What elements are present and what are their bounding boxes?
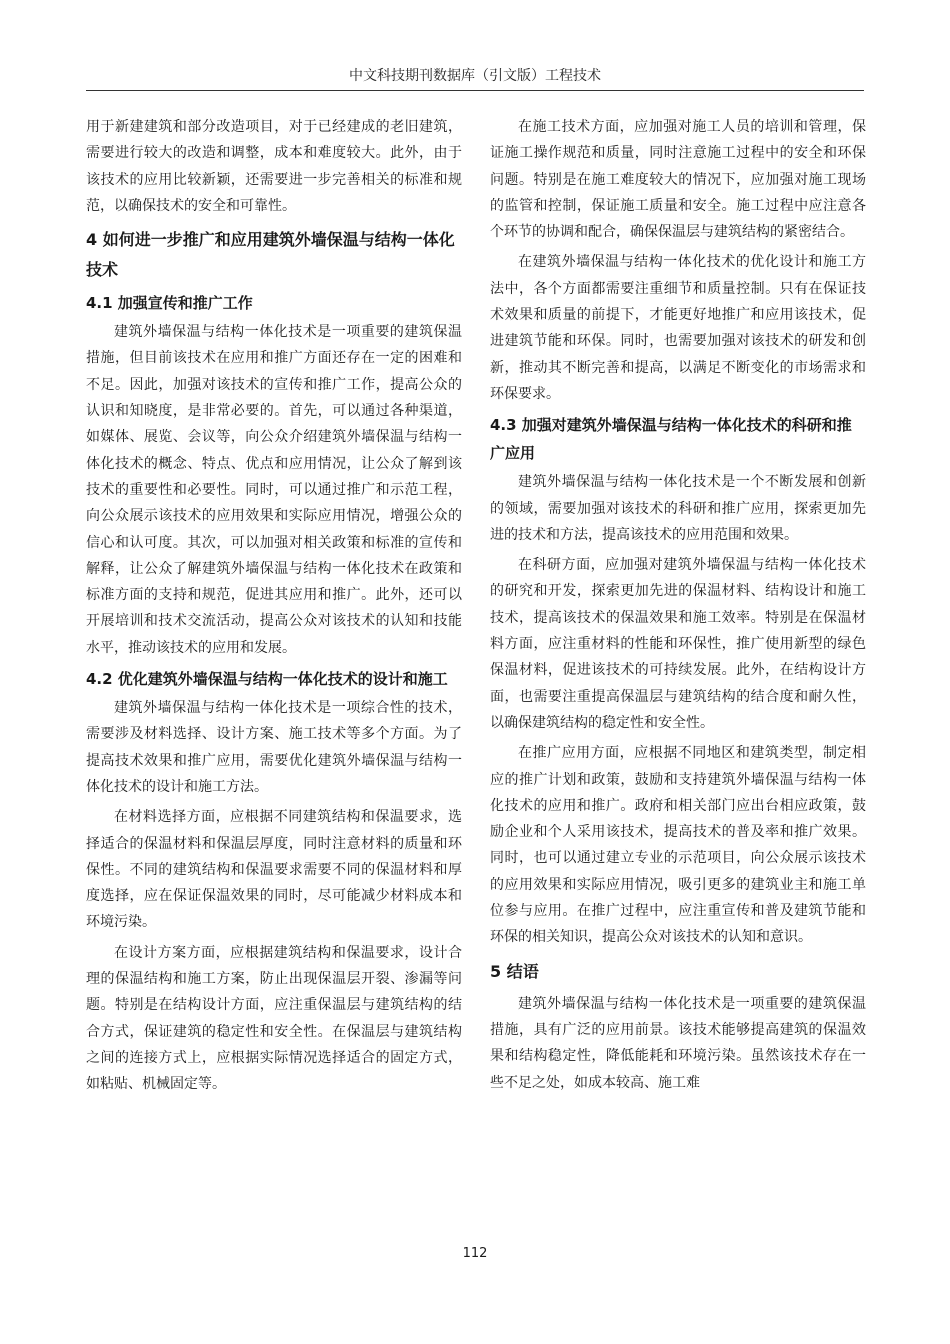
section-4-heading: 4 如何进一步推广和应用建筑外墙保温与结构一体化技术: [86, 230, 455, 280]
paragraph-optimization: 在建筑外墙保温与结构一体化技术的优化设计和施工方法中，各个方面都需要注重细节和质量控制。只有在保证技术效果和质量的前提下，才能更好地推广和应用该技术，促进建筑节能和环保。同时，也需要加强对该技术的研发和创新，推动其不断完善和提高，以满足不断变化的市场需求和环保要求。: [490, 254, 866, 402]
paragraph-continued: 用于新建建筑和部分改造项目，对于已经建成的老旧建筑，需要进行较大的改造和调整，成本和难度较大。此外，由于该技术的应用比较新颖，还需要进一步完善相关的标准和规范，以确保技术的安全和可靠性。: [86, 119, 462, 214]
paragraph-4-3-a: 建筑外墙保温与结构一体化技术是一个不断发展和创新的领域，需要加强对该技术的科研和推广应用，探索更加先进的技术和方法，提高该技术的应用范围和效果。: [490, 474, 866, 543]
subsection-4-2-heading: 4.2 优化建筑外墙保温与结构一体化技术的设计和施工: [86, 670, 448, 689]
paragraph-conclusion: 建筑外墙保温与结构一体化技术是一项重要的建筑保温措施，具有广泛的应用前景。该技术能够提高建筑的保温效果和结构稳定性，降低能耗和环境污染。虽然该技术存在一些不足之处，如成本较高、施工难: [490, 995, 866, 1091]
paragraph-4-2-b: 在材料选择方面，应根据不同建筑结构和保温要求，选择适合的保温材料和保温层厚度，同时注意材料的质量和环保性。不同的建筑结构和保温要求需要不同的保温材料和厚度选择，应在保证保温效果的同时，尽可能减少材料成本和环境污染。: [86, 809, 462, 931]
paragraph-construction: 在施工技术方面，应加强对施工人员的培训和管理，保证施工操作规范和质量，同时注意施工过程中的安全和环保问题。特别是在施工难度较大的情况下，应加强对施工现场的监管和控制，保证施工质量和安全。施工过程中应注意各个环节的协调和配合，确保保温层与建筑结构的紧密结合。: [490, 119, 866, 241]
paragraph-4-2-c: 在设计方案方面，应根据建筑结构和保温要求，设计合理的保温结构和施工方案，防止出现保温层开裂、渗漏等问题。特别是在结构设计方面，应注重保温层与建筑结构的结合方式，保证建筑的稳定性和安全性。在保温层与建筑结构之间的连接方式上，应根据实际情况选择适合的固定方式，如粘贴、机械固定等。: [86, 944, 462, 1093]
page-number: 112: [462, 1246, 488, 1261]
paragraph-4-3-b: 在科研方面，应加强对建筑外墙保温与结构一体化技术的研究和开发，探索更加先进的保温材料、结构设计和施工技术，提高该技术的保温效果和施工效率。特别是在保温材料方面，应注重材料的性能和环保性，推广使用新型的绿色保温材料，促进该技术的可持续发展。此外，在结构设计方面，也需要注重提高保温层与建筑结构的结合度和耐久性，以确保建筑结构的稳定性和安全性。: [490, 557, 866, 731]
subsection-4-1-heading: 4.1 加强宣传和推广工作: [86, 294, 253, 313]
right-column: [490, 114, 866, 1100]
running-header: 中文科技期刊数据库（引文版）工程技术: [86, 62, 864, 91]
subsection-4-3-heading: 4.3 加强对建筑外墙保温与结构一体化技术的科研和推广应用: [490, 416, 852, 463]
paragraph-4-3-c: 在推广应用方面，应根据不同地区和建筑类型，制定相应的推广计划和政策，鼓励和支持建筑外墙保温与结构一体化技术的应用和推广。政府和相关部门应出台相应政策，鼓励企业和个人采用该技术，提高技术的普及率和推广效果。同时，也可以通过建立专业的示范项目，向公众展示该技术的应用效果和实际应用情况，吸引更多的建筑业主和施工单位参与应用。在推广过程中，应注重宣传和普及建筑节能和环保的相关知识，提高公众对该技术的认知和意识。: [490, 745, 866, 946]
section-5-heading: 5 结语: [490, 961, 539, 981]
paragraph-4-2-a: 建筑外墙保温与结构一体化技术是一项综合性的技术，需要涉及材料选择、设计方案、施工技术等多个方面。为了提高技术效果和推广应用，需要优化建筑外墙保温与结构一体化技术的设计和施工方法。: [86, 700, 462, 795]
paragraph-4-1: 建筑外墙保温与结构一体化技术是一项重要的建筑保温措施，但目前该技术在应用和推广方面还存在一定的困难和不足。因此，加强对该技术的宣传和推广工作，提高公众的认识和知晓度，是非常必要的。首先，可以通过各种渠道，如媒体、展览、会议等，向公众介绍建筑外墙保温与结构一体化技术的概念、特点、优点和应用情况，让公众了解到该技术的重要性和必要性。同时，可以通过推广和示范工程，向公众展示该技术的应用效果和实际应用情况，增强公众的信心和认可度。其次，可以加强对相关政策和标准的宣传和解释，让公众了解建筑外墙保温与结构一体化技术在政策和标准方面的支持和规范，促进其应用和推广。此外，还可以开展培训和技术交流活动，提高公众对该技术的认知和技能水平，推动该技术的应用和发展。: [86, 324, 462, 656]
left-column: [86, 114, 462, 1102]
